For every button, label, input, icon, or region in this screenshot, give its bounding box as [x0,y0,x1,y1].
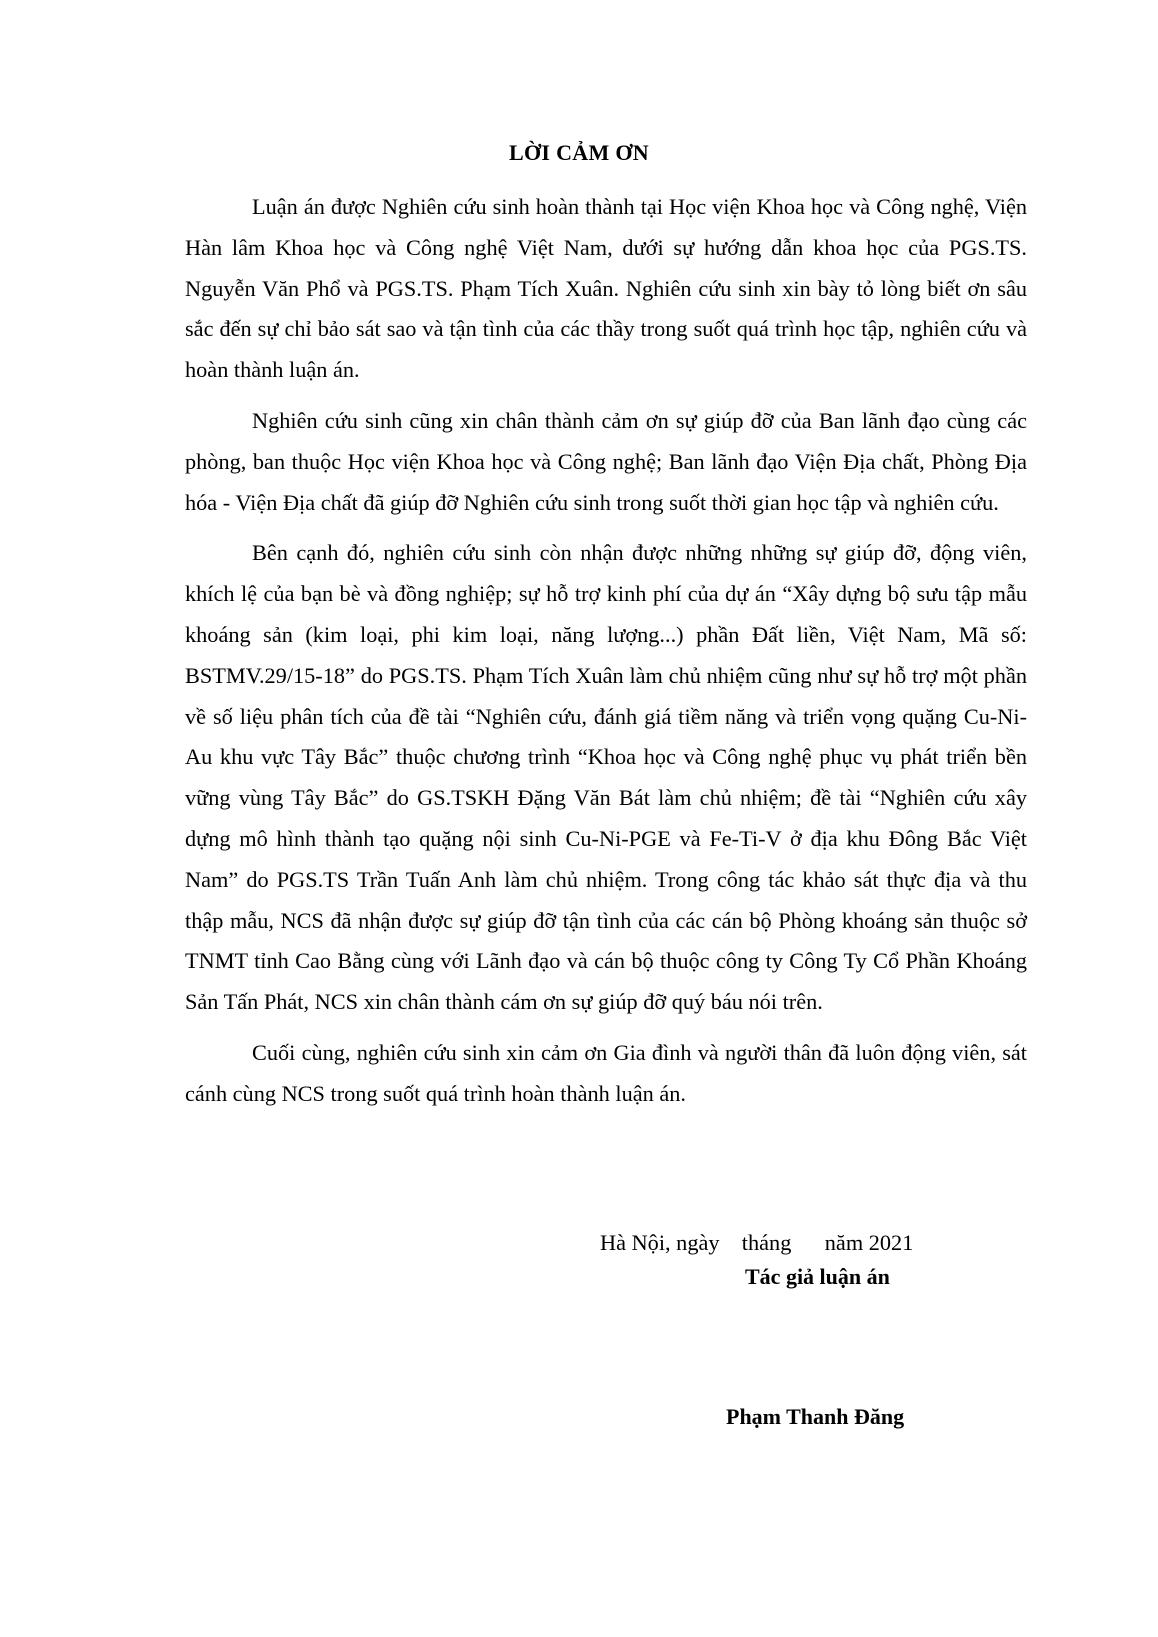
paragraph: Nghiên cứu sinh cũng xin chân thành cảm ơn sự giúp đỡ của Ban lãnh đạo cùng các phòng, ban thuộc Học viện Khoa học và Công nghệ; Ban lãnh đạo Viện Địa chất, Phòng Địa hóa - Viện Địa chất đã giúp đỡ Nghiên cứu sinh trong suốt thời gian học tập và nghiên cứu. [185,407,1027,515]
body-text [185,187,1027,1125]
paragraph: Cuối cùng, nghiên cứu sinh xin cảm ơn Gia đình và người thân đã luôn động viên, sát cánh cùng NCS trong suốt quá trình hoàn thành luận án. [185,1039,1027,1106]
page-title: LỜI CẢM ƠN [509,140,649,165]
author-name: Phạm Thanh Đăng [726,1404,905,1429]
paragraph: Luận án được Nghiên cứu sinh hoàn thành tại Học viện Khoa học và Công nghệ, Viện Hàn lâm Khoa học và Công nghệ Việt Nam, dưới sự hướng dẫn khoa học của PGS.TS. Nguyễn Văn Phổ và PGS.TS. Phạm Tích Xuân. Nghiên cứu sinh xin bày tỏ lòng biết ơn sâu sắc đến sự chỉ bảo sát sao và tận tình của các thầy trong suốt quá trình học tập, nghiên cứu và hoàn thành luận án. [185,194,1027,383]
paragraph: Bên cạnh đó, nghiên cứu sinh còn nhận được những những sự giúp đỡ, động viên, khích lệ của bạn bè và đồng nghiệp; sự hỗ trợ kinh phí của dự án “Xây dựng bộ sưu tập mẫu khoáng sản (kim loại, phi kim loại, năng lượng...) phần Đất liền, Việt Nam, Mã số: BSTMV.29/15-18” do PGS.TS. Phạm Tích Xuân làm chủ nhiệm cũng như sự hỗ trợ một phần về số liệu phân tích của đề tài “Nghiên cứu, đánh giá tiềm năng và triển vọng quặng Cu-Ni-Au khu vực Tây Bắc” thuộc chương trình “Khoa học và Công nghệ phục vụ phát triển bền vững vùng Tây Bắc” do GS.TSKH Đặng Văn Bát làm chủ nhiệm; đề tài “Nghiên cứu xây dựng mô hình thành tạo quặng nội sinh Cu-Ni-PGE và Fe-Ti-V ở địa khu Đông Bắc Việt Nam” do PGS.TS Trần Tuấn Anh làm chủ nhiệm. Trong công tác khảo sát thực địa và thu thập mẫu, NCS đã nhận được sự giúp đỡ tận tình của các cán bộ Phòng khoáng sản thuộc sở TNMT tỉnh Cao Bằng cùng với Lãnh đạo và cán bộ thuộc công ty Công Ty Cổ Phần Khoáng Sản Tấn Phát, NCS xin chân thành cám ơn sự giúp đỡ quý báu nói trên. [185,540,1027,1015]
date-line: Hà Nội, ngày tháng năm 2021 [600,1230,914,1255]
author-label: Tác giả luận án [745,1264,890,1289]
